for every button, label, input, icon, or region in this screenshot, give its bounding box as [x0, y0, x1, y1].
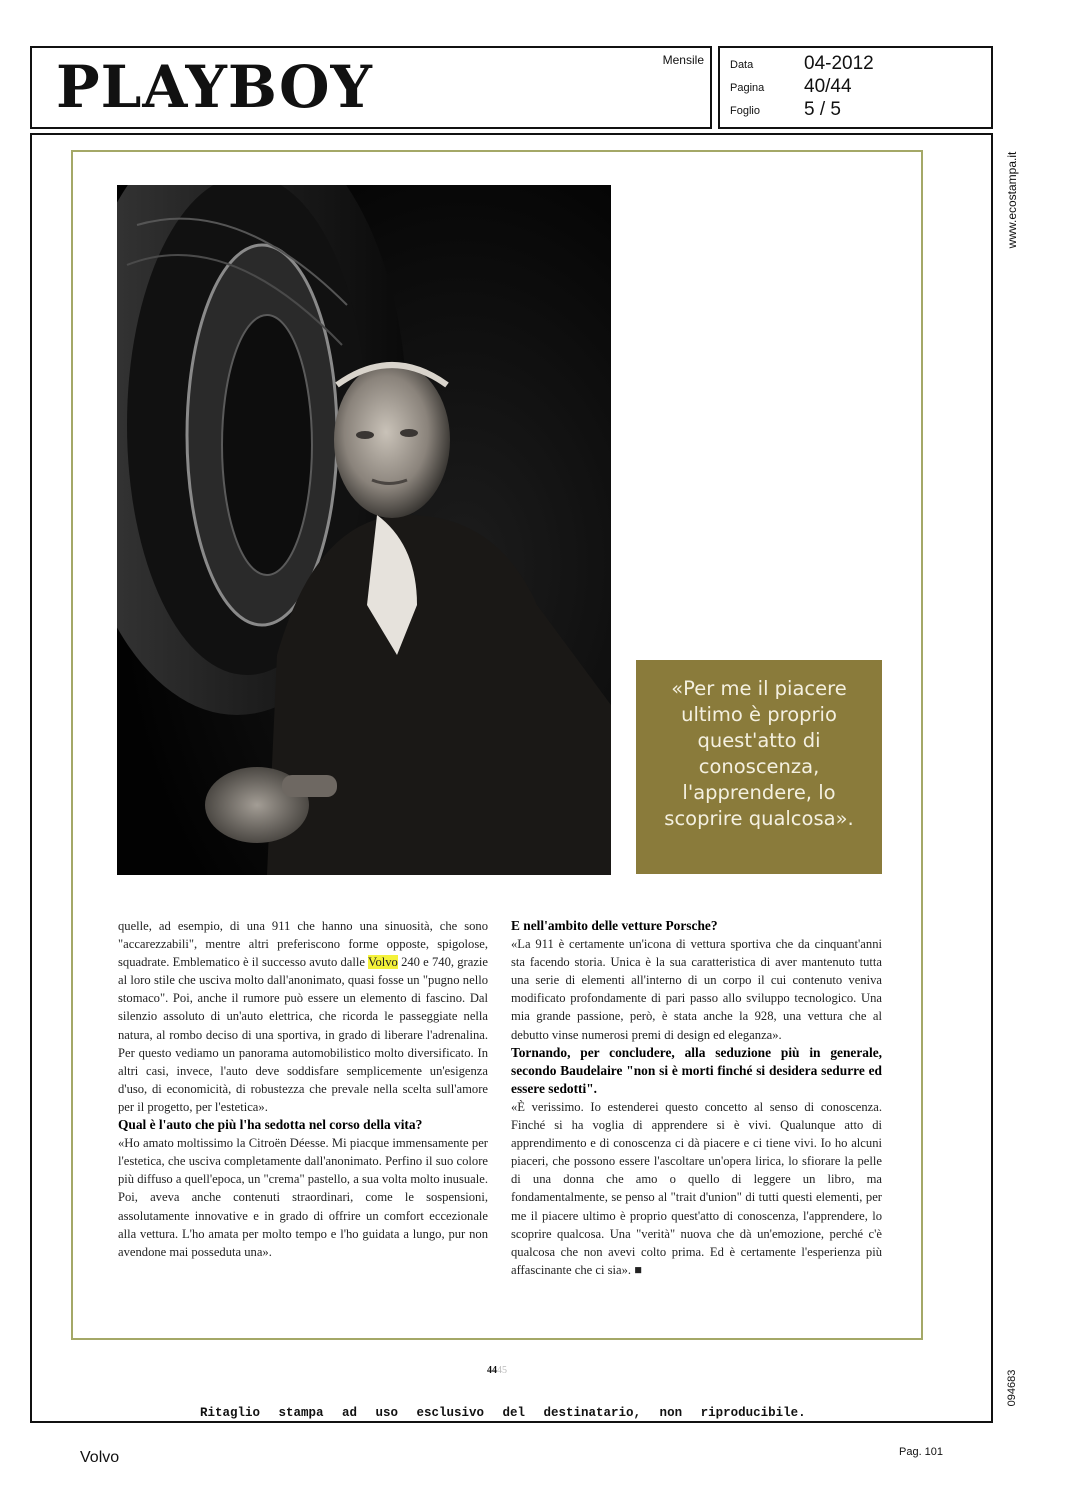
playboy-logo: PLAYBOY	[56, 53, 373, 121]
data-label: Data	[730, 59, 754, 71]
article-column-right	[511, 917, 882, 1279]
footer-page: Pag. 101	[899, 1446, 944, 1458]
meta-row-data	[730, 53, 980, 75]
article-column-left	[118, 917, 488, 1261]
interview-answer-2: «Ho amato moltissimo la Citroën Déesse. Mi piacque immensamente per l'estetica, che usciva completamente dall'anonimato. Perfino il suo colore più diffuso a quell'epoca, un "crema" pastello, a sua volta molto inusuale. Poi, aveva anche contenuti straordinari, come le sospensioni, assolutamente innovative e in grado di offrire un comfort eccezionale alla vettura. L'ho amata per molto tempo e l'ho guidata a lungo, pur non avendone mai posseduta una».	[118, 1136, 488, 1259]
foglio-label: Foglio	[730, 105, 760, 117]
highlighted-keyword: Volvo	[367, 955, 398, 970]
footer-keyword: Volvo	[80, 1449, 120, 1466]
pull-quote-box	[636, 660, 882, 874]
interview-question-4: Tornando, per concludere, alla seduzione più in generale, secondo Baudelaire "non si è morti finché si desidera sedurre ed essere sedotti".	[511, 1044, 882, 1096]
masthead-box	[30, 46, 712, 129]
data-value: 04-2012	[804, 53, 874, 74]
meta-row-foglio	[730, 99, 980, 121]
magazine-page-number	[487, 1365, 507, 1376]
interview-question-3: E nell'ambito delle vetture Porsche?	[511, 918, 718, 933]
publication-meta-box	[718, 46, 993, 129]
pull-quote-text: «Per me il piacere ultimo è proprio quest'atto di conoscenza, l'apprendere, lo scoprire qualcosa».	[664, 677, 854, 830]
paragraph-1-text-a: quelle, ad esempio, di una 911 che hanno una sinuosità, che sono "accarezzabili", mentre altri preferiscono forme opposte, spigolose, squadrate. Emblematico è il successo avuto dalle	[118, 919, 488, 970]
reproduction-notice: Ritaglio stampa ad uso esclusivo del destinatario, non riproducibile.	[200, 1406, 806, 1420]
pagina-label: Pagina	[730, 82, 765, 94]
paragraph-1-text-b: 240 e 740, grazie al loro stile che usciva molto dall'anonimato, quasi fosse un "pugno nello stomaco". Poi, anche il rumore può essere un elemento di fascino. Dal silenzio assoluto di un'auto elettrica, che ricorda le passeggiate nella natura, al rombo deciso di una sportiva, in grado di liberare l'adrenalina. Per questo vediamo un panorama automobilistico molto diversificato. In altri casi, invece, l'auto deve soddisfare semplicemente un'esigenza d'uso, di economicità, di robustezza che prevale nella scelta sull'amore per il progetto, per l'estetica».	[118, 955, 488, 1114]
interview-question-2: Qual è l'auto che più l'ha sedotta nel corso della vita?	[118, 1117, 423, 1133]
interview-answer-4: «È verissimo. Io estenderei questo concetto al senso di conoscenza. Finché si ha voglia di apprendere si è vivi. Qualunque atto di apprendimento e di conoscenza ci dà piacere e ci tiene vivi. Io ho alcuni piaceri, che possono essere l'ascoltare un'opera lirica, lo sfiorare la pelle di una donna che amo o quello di leggere un libro, ma fondamentalmente, se penso al "trait d'union" di tutti questi elementi, per me il piacere ultimo è proprio quest'atto di conoscenza, l'apprendere, lo scoprire qualcosa. Una "verità" nuova che dà un'emozione, perché c'è qualcosa che non avevi colto prima. Ed è certamente l'esperienza più affascinante che ci sia». ■	[511, 1099, 882, 1277]
pagina-value: 40/44	[804, 76, 852, 97]
portrait-photo	[117, 185, 611, 875]
page-number-right: 45	[497, 1365, 507, 1376]
paragraph-1	[118, 917, 488, 1116]
frequency-label: Mensile	[662, 53, 704, 67]
meta-row-pagina	[730, 76, 980, 98]
side-url: www.ecostampa.it	[1005, 151, 1019, 249]
portrait-photo-illustration	[117, 185, 611, 875]
interview-answer-3: «La 911 è certamente un'icona di vettura sportiva che da cinquant'anni sta facendo storia. Unica è la sua caratteristica di aver mantenuto tutta una serie di elementi all'interno di un corpo il cui contenuto veniva modificato profondamente di pari passo allo sviluppo tecnologico. Una mia grande passione, però, è stata anche la 928, una vettura che al debutto vinse numerosi premi di design ed eleganza».	[511, 937, 882, 1042]
side-code: 094683	[1006, 1369, 1018, 1407]
page-number-left: 44	[487, 1365, 497, 1376]
foglio-value: 5 / 5	[804, 99, 841, 120]
